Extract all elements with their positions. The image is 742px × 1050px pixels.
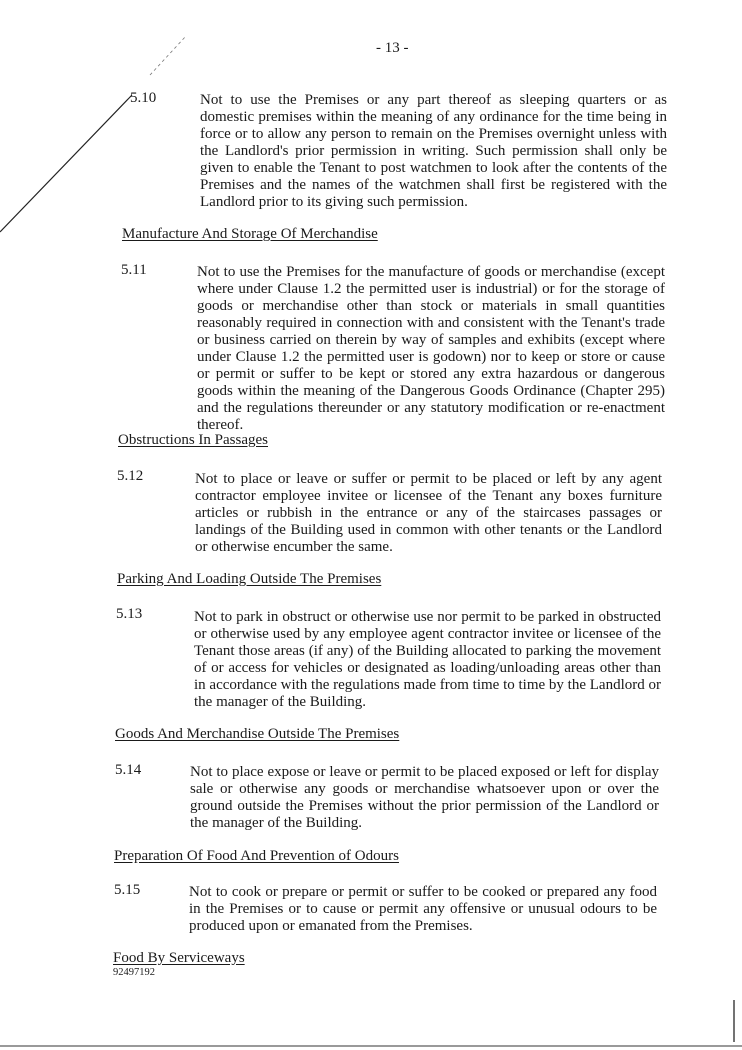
clause-text: Not to place or leave or suffer or permit to be placed or left by any agent contractor employee invitee or licensee of the Tenant any boxes furniture articles or rubbish in the entrance or any of the staircases passages or landings of the Building used in common with other tenants or the Landlord or otherwise encumber the same. (195, 471, 662, 555)
page-number: - 13 - (376, 40, 409, 56)
clause-text: Not to use the Premises for the manufacture of goods or merchandise (except where under Clause 1.2 the permitted user is industrial) or for the storage of goods or merchandise other than stock or materials in small quantities reasonably required in connection with and consistent with the Tenant's trade or business carried on therein by way of samples and exhibits (except where under Clause 1.2 the permitted user is godown) nor to keep or store or cause or permit or suffer to be kept or stored any extra hazardous or dangerous goods within the meaning of the Dangerous Goods Ordinance (Chapter 295) and the regulations thereunder or any statutory modification or re-enactment thereof. (197, 264, 665, 433)
section-heading-food: Preparation Of Food And Prevention of Odours (114, 848, 399, 864)
clause-text: Not to cook or prepare or permit or suffer to be cooked or prepared any food in the Premises or to cause or permit any offensive or unusual odours to be produced upon or emanated from the Premises. (189, 884, 657, 934)
clause-number: 5.15 (114, 882, 141, 898)
clause-number: 5.12 (117, 468, 144, 484)
clause-number: 5.13 (116, 606, 143, 622)
section-heading-manufacture: Manufacture And Storage Of Merchandise (122, 226, 378, 242)
section-heading-goods: Goods And Merchandise Outside The Premises (115, 726, 400, 742)
clause-number: 5.14 (115, 762, 142, 778)
clause-number: 5.11 (121, 262, 147, 278)
document-reference: 92497192 (113, 967, 155, 978)
clause-text: Not to park in obstruct or otherwise use nor permit to be parked in obstructed or otherwise used by any employee agent contractor invitee or licensee of the Tenant those areas (if any) of the Building allocated to parking the movement of or access for vehicles or designated as loading/unloading areas other than in accordance with the regulations made from time to time by the Landlord or the manager of the Building. (194, 609, 661, 710)
clause-text: Not to place expose or leave or permit to be placed exposed or left for display sale or otherwise any goods or merchandise whatsoever upon or over the ground outside the Premises without the prior permission of the Landlord or the manager of the Building. (190, 764, 659, 831)
section-heading-serviceways: Food By Serviceways (113, 950, 245, 966)
clause-text: Not to use the Premises or any part thereof as sleeping quarters or as domestic premises within the meaning of any ordinance for the time being in force or to allow any person to remain on the Premises overnight unless with the Landlord's prior permission in writing. Such permission shall only be given to enable the Tenant to post watchmen to look after the contents of the Premises and the names of the watchmen shall first be registered with the Landlord prior to its giving such permission. (200, 92, 667, 210)
section-heading-parking: Parking And Loading Outside The Premises (117, 571, 382, 587)
clause-number: 5.10 (130, 90, 157, 106)
section-heading-obstructions: Obstructions In Passages (118, 432, 268, 448)
